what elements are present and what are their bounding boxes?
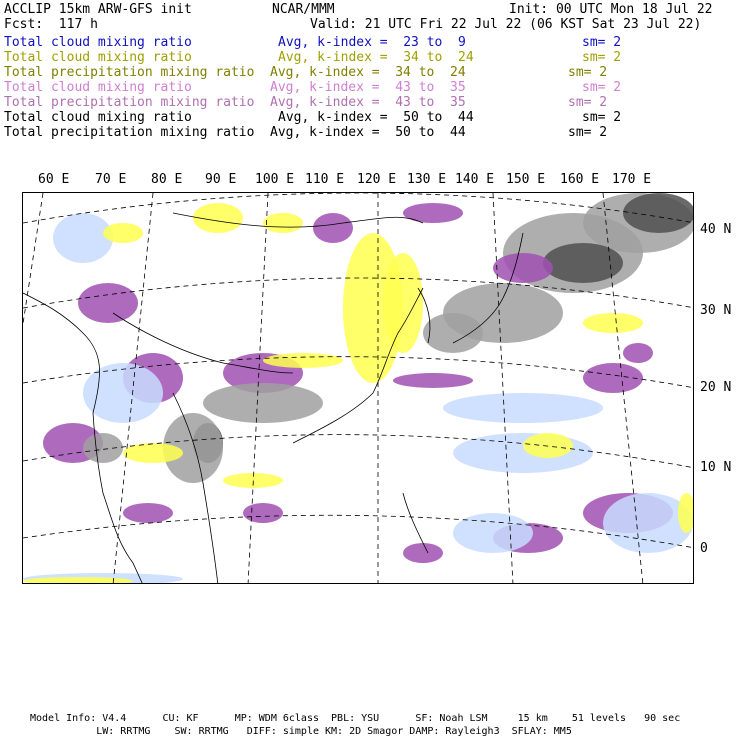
cloud-patch-lightblue xyxy=(53,213,113,263)
map-panel xyxy=(22,192,694,584)
longitude-label: 60 E xyxy=(38,172,70,187)
model-info-line2: LW: RRTMG SW: RRTMG DIFF: simple KM: 2D Smagor DAMP: Rayleigh3 SFLAY: MM5 xyxy=(30,726,572,737)
plot-title: ACCLIP 15km ARW-GFS init xyxy=(4,2,192,17)
field-avg: Avg, k-index = 43 to 35 xyxy=(270,80,466,95)
valid-time: Valid: 21 UTC Fri 22 Jul 22 (06 KST Sat 23 Jul 22) xyxy=(310,17,702,32)
field-name: Total cloud mixing ratio xyxy=(4,110,192,125)
cloud-patch-purple xyxy=(393,373,473,388)
map-canvas xyxy=(23,193,694,584)
field-avg: Avg, k-index = 34 to 24 xyxy=(278,50,474,65)
latitude-label: 30 N xyxy=(700,303,732,318)
latitude-label: 10 N xyxy=(700,460,732,475)
field-sm: sm= 2 xyxy=(582,110,622,125)
model-info-line1: Model Info: V4.4 CU: KF MP: WDM 6class PBL: YSU SF: Noah LSM 15 km 51 levels 90 sec xyxy=(30,713,681,724)
field-name: Total cloud mixing ratio xyxy=(4,35,192,50)
longitude-label: 120 E xyxy=(357,172,397,187)
cloud-patch-purple xyxy=(623,343,653,363)
cloud-patch-yellow xyxy=(223,473,283,488)
cloud-patch-purple xyxy=(313,213,353,243)
field-avg: Avg, k-index = 50 to 44 xyxy=(270,125,466,140)
longitude-label: 110 E xyxy=(305,172,345,187)
cloud-patch-purple xyxy=(123,503,173,523)
cloud-patch-gray xyxy=(423,313,483,353)
longitude-label: 80 E xyxy=(151,172,183,187)
latitude-label: 40 N xyxy=(700,222,732,237)
cloud-patch-purple xyxy=(403,543,443,563)
field-name: Total precipitation mixing ratio xyxy=(4,65,255,80)
field-avg: Avg, k-index = 23 to 9 xyxy=(278,35,466,50)
cloud-patch-gray xyxy=(203,383,323,423)
longitude-label: 130 E xyxy=(407,172,447,187)
field-name: Total cloud mixing ratio xyxy=(4,50,192,65)
field-avg: Avg, k-index = 43 to 35 xyxy=(270,95,466,110)
cloud-patch-darkgray xyxy=(543,243,623,283)
org-label: NCAR/MMM xyxy=(272,2,335,17)
field-avg: Avg, k-index = 50 to 44 xyxy=(278,110,474,125)
longitude-label: 90 E xyxy=(205,172,237,187)
longitude-label: 70 E xyxy=(95,172,127,187)
field-sm: sm= 2 xyxy=(582,50,622,65)
cloud-patch-yellow xyxy=(383,253,423,353)
cloud-patch-purple xyxy=(243,503,283,523)
longitude-label: 100 E xyxy=(255,172,295,187)
cloud-patch-purple xyxy=(493,253,553,283)
field-sm: sm= 2 xyxy=(568,65,608,80)
latitude-label: 20 N xyxy=(700,380,732,395)
longitude-label: 150 E xyxy=(506,172,546,187)
field-avg: Avg, k-index = 34 to 24 xyxy=(270,65,466,80)
longitude-label: 160 E xyxy=(560,172,600,187)
cloud-patch-purple xyxy=(403,203,463,223)
longitude-label: 140 E xyxy=(455,172,495,187)
field-name: Total precipitation mixing ratio xyxy=(4,95,255,110)
field-sm: sm= 2 xyxy=(568,125,608,140)
cloud-patch-lightblue xyxy=(443,393,603,423)
cloud-patch-lightblue xyxy=(83,363,163,423)
field-sm: sm= 2 xyxy=(582,35,622,50)
field-name: Total precipitation mixing ratio xyxy=(4,125,255,140)
cloud-patch-yellow xyxy=(583,313,643,333)
init-time: Init: 00 UTC Mon 18 Jul 22 xyxy=(509,2,713,17)
longitude-label: 170 E xyxy=(612,172,652,187)
cloud-patch-yellow xyxy=(263,213,303,233)
cloud-patch-lightblue xyxy=(453,433,593,473)
cloud-patch-purple xyxy=(78,283,138,323)
forecast-hour: Fcst: 117 h xyxy=(4,17,98,32)
cloud-patch-yellow xyxy=(103,223,143,243)
field-name: Total cloud mixing ratio xyxy=(4,80,192,95)
cloud-patch-lightblue xyxy=(453,513,533,553)
cloud-patch-yellow xyxy=(263,353,343,368)
cloud-patch-yellow xyxy=(523,433,573,458)
latitude-label: 0 xyxy=(700,541,708,556)
meridian-60e xyxy=(23,193,43,584)
field-sm: sm= 2 xyxy=(582,80,622,95)
field-sm: sm= 2 xyxy=(568,95,608,110)
